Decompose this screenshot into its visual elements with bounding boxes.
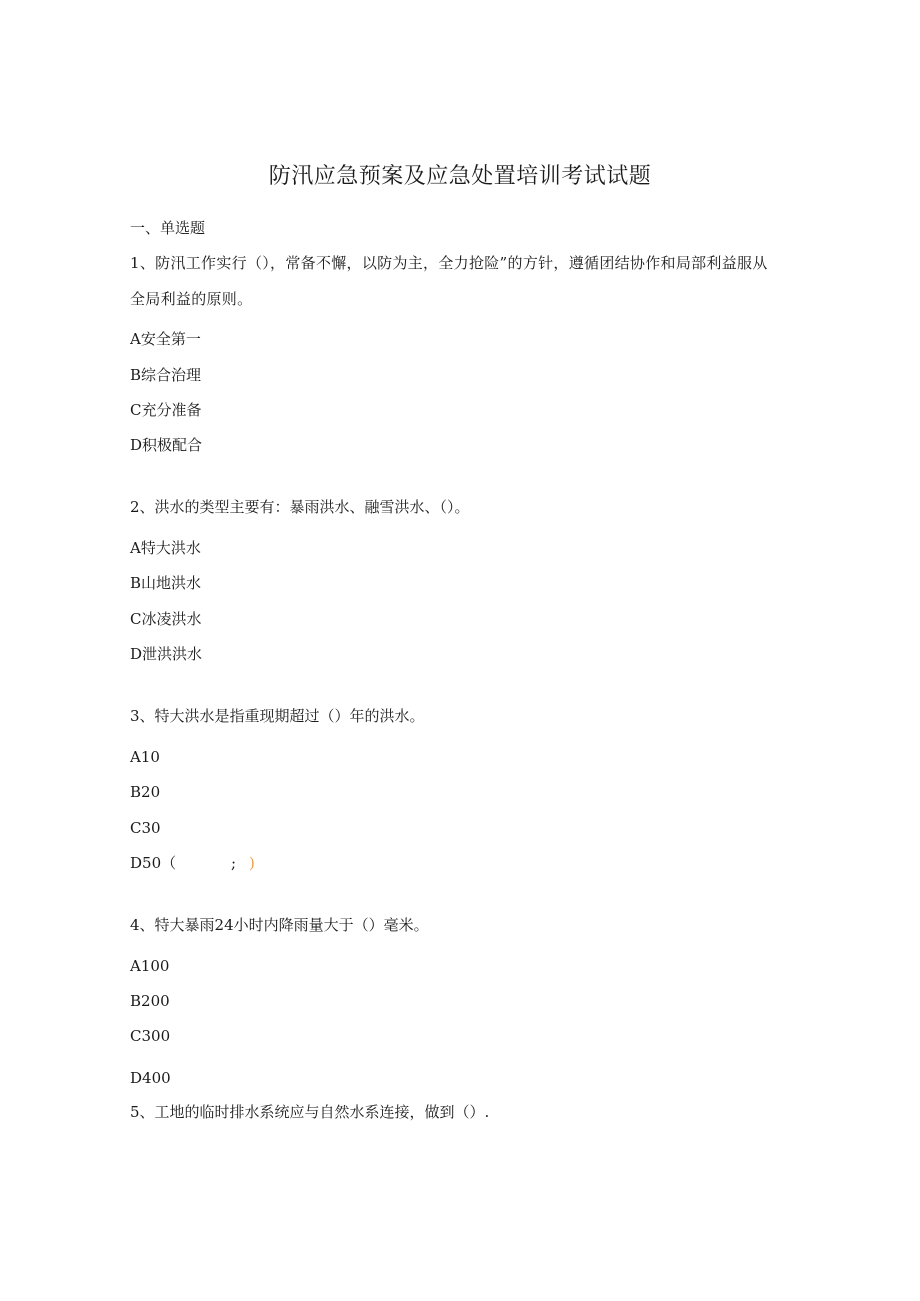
question-3-option-b: B20 — [130, 783, 161, 801]
question-4-option-a: A100 — [130, 957, 170, 975]
question-4-option-b: B200 — [130, 992, 170, 1010]
question-4-text: 4、特大暴雨24小时内降雨量大于（）毫米。 — [130, 916, 429, 934]
question-1-text: 1、防汛工作实行（），常备不懈，以防为主，全力抢险”的方针，遵循团结协作和局部利益服从全局利益的原则。 — [130, 254, 768, 308]
question-3-option-a: A10 — [130, 748, 160, 766]
question-2-option-d: D泄洪洪水 — [130, 645, 203, 663]
question-3-text: 3、特大洪水是指重现期超过（）年的洪水。 — [130, 707, 425, 725]
section-heading: 一、单选题 — [130, 219, 206, 237]
question-3-option-d: D50（ — [130, 854, 177, 872]
question-4-option-d: D400 — [130, 1069, 171, 1087]
question-1-option-d: D积极配合 — [130, 436, 203, 454]
question-2-text: 2、洪水的类型主要有：暴雨洪水、融雪洪水、（）。 — [130, 498, 470, 516]
question-5-text: 5、工地的临时排水系统应与自然水系连接，做到（）. — [130, 1103, 490, 1121]
question-3-option-d-mark: ) — [249, 854, 255, 872]
question-4-option-c: C300 — [130, 1027, 171, 1045]
question-1-option-a: A安全第一 — [130, 330, 201, 348]
question-2-option-a: A特大洪水 — [130, 539, 201, 557]
question-3-option-c: C30 — [130, 819, 161, 837]
document-title: 防汛应急预案及应急处置培训考试试题 — [268, 164, 652, 189]
question-1-option-c: C充分准备 — [130, 401, 202, 419]
question-3-option-d-semicolon: ; — [231, 854, 237, 872]
question-2-option-b: B山地洪水 — [130, 574, 202, 592]
question-2-option-c: C冰凌洪水 — [130, 610, 202, 628]
question-1-option-b: B综合治理 — [130, 366, 202, 384]
